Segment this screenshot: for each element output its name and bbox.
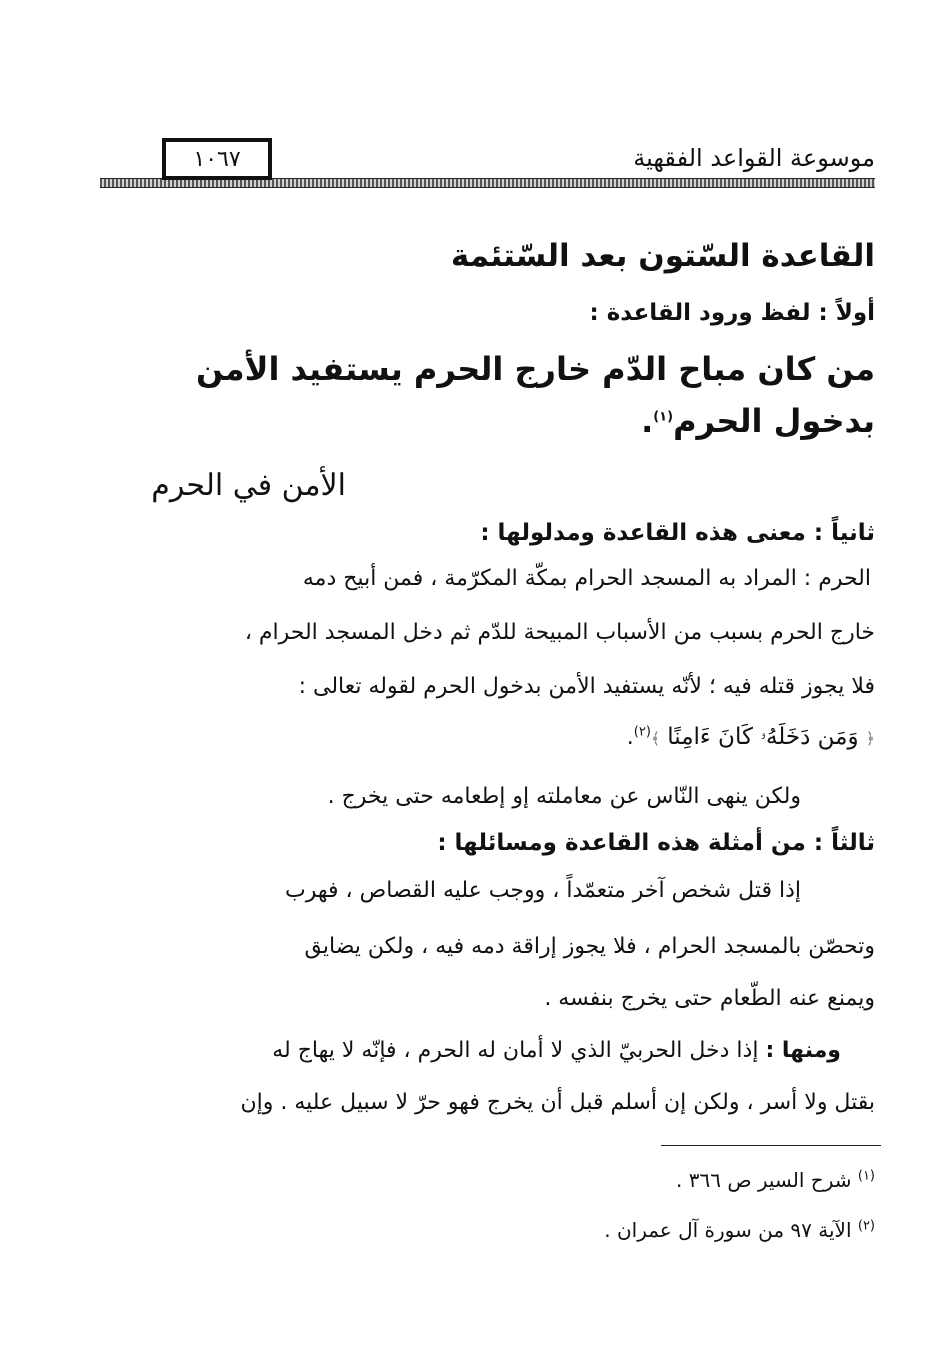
footnote-ref-2[interactable]: (٢) <box>633 724 651 740</box>
rule-text-line-2: بدخول الحرم$^{(١)}$. <box>641 402 875 440</box>
footnote-2: $^{(٢)}$ الآية ٩٧ من سورة آل عمران . <box>604 1218 875 1242</box>
rule-title: القاعدة السّتون بعد السّتئمة <box>450 238 875 274</box>
section-heading-wording: أولاً : لفظ ورود القاعدة : <box>589 300 875 326</box>
section-heading-examples: ثالثاً : من أمثلة هذه القاعدة ومسائلها : <box>437 830 875 856</box>
verse-line: ﴿ وَمَن دَخَلَهُۥ كَانَ ءَامِنًا ﴾$^{(٢)}$. <box>626 724 875 750</box>
page-number: ١٠٦٧ <box>162 138 272 180</box>
paragraph-line: ولكن ينهى النّاس عن معاملته إو إطعامه حتى يخرج . <box>327 784 801 809</box>
footnote-ref-1[interactable]: (١) <box>653 409 674 425</box>
paragraph-line: فلا يجوز قتله فيه ؛ لأنّه يستفيد الأمن بدخول الحرم لقوله تعالى : <box>298 674 875 699</box>
verse-bracket-open: ﴿ <box>865 729 875 748</box>
section-heading-meaning: ثانياً : معنى هذه القاعدة ومدلولها : <box>480 520 875 546</box>
page-header <box>100 138 875 190</box>
inline-heading: ومنها : <box>765 1038 841 1063</box>
verse-bracket-close: ﴾ <box>650 729 661 748</box>
footnote-number: (٢) <box>857 1218 875 1234</box>
paragraph-line: ومنها : إذا دخل الحربيّ الذي لا أمان له الحرم ، فإنّه لا يهاج له <box>272 1038 841 1063</box>
paragraph-line: إذا قتل شخص آخر متعمّداً ، ووجب عليه القصاص ، فهرب <box>285 878 801 903</box>
footnote-number: (١) <box>857 1168 875 1184</box>
paragraph-line: ويمنع عنه الطّعام حتى يخرج بنفسه . <box>544 986 875 1011</box>
paragraph-line: بقتل ولا أسر ، ولكن إن أسلم قبل أن يخرج فهو حرّ لا سبيل عليه . وإن <box>240 1090 875 1115</box>
footnote-divider <box>661 1145 881 1146</box>
subtitle: الأمن في الحرم <box>151 468 346 503</box>
rule-text-line-1: من كان مباح الدّم خارج الحرم يستفيد الأمن <box>196 350 875 388</box>
footnote-1: $^{(١)}$ شرح السير ص ٣٦٦ . <box>676 1168 875 1192</box>
paragraph-line: الحرم : المراد به المسجد الحرام بمكّة المكرّمة ، فمن أبيح دمه <box>302 566 871 591</box>
paragraph-line: خارج الحرم بسبب من الأسباب المبيحة للدّم ثم دخل المسجد الحرام ، <box>244 620 875 645</box>
book-title: موسوعة القواعد الفقهية <box>633 144 875 172</box>
paragraph-line: وتحصّن بالمسجد الحرام ، فلا يجوز إراقة دمه فيه ، ولكن يضايق <box>304 934 875 959</box>
quran-verse: وَمَن دَخَلَهُۥ كَانَ ءَامِنًا <box>667 724 859 750</box>
